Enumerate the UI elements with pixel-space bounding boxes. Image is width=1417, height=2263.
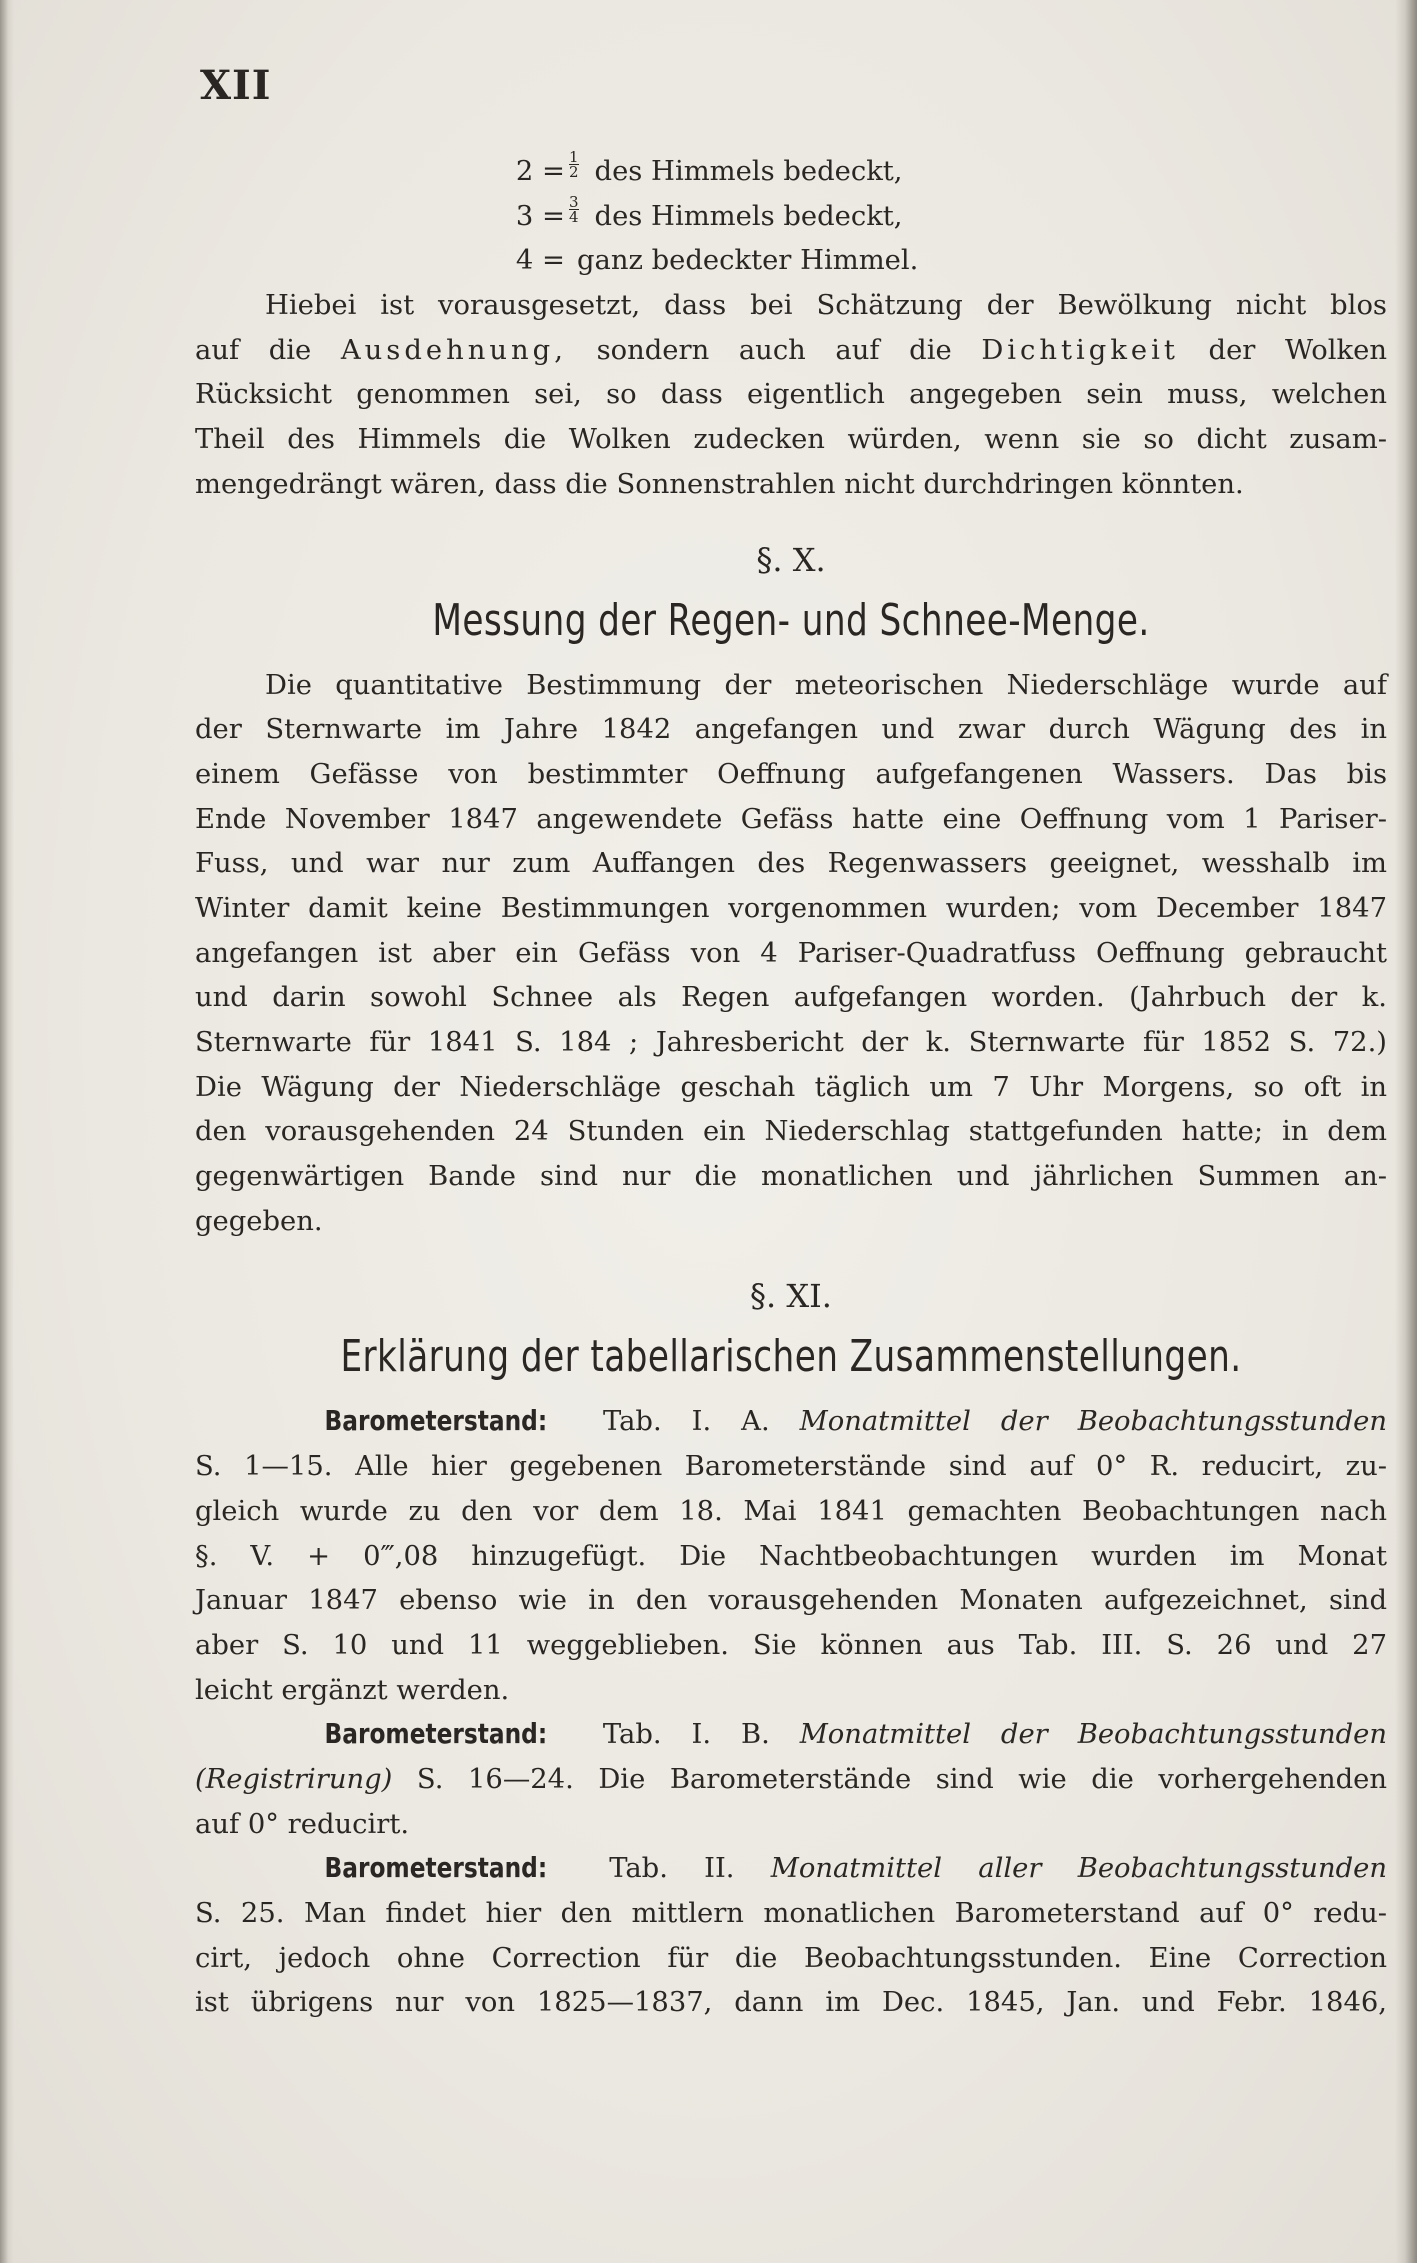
entry-heading-line — [195, 1847, 1387, 1892]
text-line: gegenwärtigen Bande sind nur die monatlichen und jährlichen Summen an- — [195, 1161, 1387, 1193]
table-ref: Tab. I. B. — [602, 1719, 770, 1751]
text-line: den vorausgehenden 24 Stunden ein Niederschlag stattgefunden hatte; in dem — [195, 1116, 1387, 1148]
scale-number: 2 = — [515, 156, 565, 187]
text-line: einem Gefässe von bestimmter Oeffnung aufgefangenen Wassers. Das bis — [195, 758, 1387, 790]
text-line: gegeben. — [195, 1205, 323, 1237]
table-ref: Tab. II. — [609, 1853, 735, 1885]
text-line: Die quantitative Bestimmung der meteorischen Niederschläge wurde auf — [265, 669, 1387, 701]
page-left-edge — [0, 0, 14, 2263]
text-line: Ende November 1847 angewendete Gefäss hatte eine Oeffnung vom 1 Pariser- — [195, 803, 1387, 835]
text-line: leicht ergänzt werden. — [195, 1674, 510, 1706]
text-line: (Registrirung) S. 16—24. Die Barometerstände sind wie die vorhergehenden — [195, 1763, 1387, 1795]
text-line: Rücksicht genommen sei, so dass eigentlich angegeben sein muss, welchen — [195, 379, 1387, 411]
table-title: Monatmittel der Beobachtungsstunden — [799, 1406, 1387, 1438]
text-line: auf 0° reducirt. — [195, 1808, 410, 1840]
text-line: S. 1—15. Alle hier gegebenen Barometerstände sind auf 0° R. reducirt, zu- — [195, 1451, 1387, 1483]
entry-heading-line — [195, 1400, 1387, 1445]
section-number: §. XI. — [750, 1277, 832, 1316]
table-ref: Tab. I. A. — [602, 1406, 770, 1438]
entry-label: Barometerstand: — [324, 1853, 548, 1885]
scale-text: des Himmels bedeckt, — [594, 200, 903, 232]
text-line: S. 25. Man findet hier den mittlern monatlichen Barometerstand auf 0° redu- — [195, 1898, 1387, 1929]
entry-label: Barometerstand: — [324, 1719, 548, 1751]
text-line: auf die Ausdehnung, sondern auch auf die Dichtigkeit der Wolken — [195, 334, 1388, 366]
text-line: mengedrängt wären, dass die Sonnenstrahlen nicht durchdringen könnten. — [195, 468, 1244, 500]
scale-fraction: $\frac{1}{2}$ — [569, 148, 579, 181]
page-folio: XII — [200, 62, 272, 109]
scale-text: des Himmels bedeckt, — [594, 156, 903, 187]
text-line: Winter damit keine Bestimmungen vorgenommen wurden; vom December 1847 — [195, 892, 1387, 924]
text-line: §. V. + 0‴,08 hinzugefügt. Die Nachtbeobachtungen wurden im Monat — [195, 1540, 1387, 1572]
scale-number: 3 = — [515, 200, 565, 232]
text-line: Sternwarte für 1841 S. 184 ; Jahresbericht der k. Sternwarte für 1852 S. 72.) — [195, 1027, 1387, 1058]
text-line: der Sternwarte im Jahre 1842 angefangen und zwar durch Wägung des in — [195, 714, 1387, 746]
text-line: Theil des Himmels die Wolken zudecken würden, wenn sie so dicht zusam- — [195, 424, 1387, 456]
scale-line — [195, 150, 1387, 195]
text-line: Januar 1847 ebenso wie in den vorausgehenden Monaten aufgezeichnet, sind — [195, 1585, 1387, 1617]
spaced-word: Dichtigkeit — [981, 334, 1179, 366]
text-line: aber S. 10 und 11 weggeblieben. Sie können aus Tab. III. S. 26 und 27 — [195, 1629, 1387, 1661]
section-heading: Erklärung der tabellarischen Zusammenstellungen. — [340, 1331, 1242, 1383]
table-title: Monatmittel aller Beobachtungsstunden — [770, 1853, 1387, 1885]
scale-number: 4 = — [515, 245, 565, 277]
scale-text: ganz bedeckter Himmel. — [577, 245, 919, 277]
body-text — [195, 150, 1387, 2026]
section-number: §. X. — [756, 540, 826, 579]
scale-fraction: $\frac{3}{4}$ — [569, 192, 579, 226]
entry-heading-line — [195, 1713, 1387, 1758]
text-line: Die Wägung der Niederschläge geschah täglich um 7 Uhr Morgens, so oft in — [195, 1071, 1387, 1103]
text-line: gleich wurde zu den vor dem 18. Mai 1841 gemachten Beobachtungen nach — [195, 1495, 1387, 1527]
text-line: Hiebei ist vorausgesetzt, dass bei Schätzung der Bewölkung nicht blos — [265, 290, 1387, 322]
table-title: Monatmittel der Beobachtungsstunden — [799, 1719, 1387, 1751]
page-right-edge — [1395, 0, 1417, 2263]
scale-line — [195, 239, 1387, 284]
text-line: ist übrigens nur von 1825—1837, dann im Dec. 1845, Jan. und Febr. 1846, — [195, 1987, 1387, 2019]
text-line: cirt, jedoch ohne Correction für die Beobachtungsstunden. Eine Correction — [195, 1942, 1387, 1974]
scale-line — [195, 192, 1387, 240]
text-line: Fuss, und war nur zum Auffangen des Regenwassers geeignet, wesshalb im — [195, 848, 1387, 880]
spaced-word: Ausdehnung, — [340, 334, 567, 366]
text-line: und darin sowohl Schnee als Regen aufgefangen worden. (Jahrbuch der k. — [195, 982, 1387, 1014]
text-line: angefangen ist aber ein Gefäss von 4 Pariser-Quadratfuss Oeffnung gebraucht — [195, 937, 1387, 969]
entry-label: Barometerstand: — [324, 1406, 548, 1438]
section-heading: Messung der Regen- und Schnee-Menge. — [432, 594, 1150, 646]
